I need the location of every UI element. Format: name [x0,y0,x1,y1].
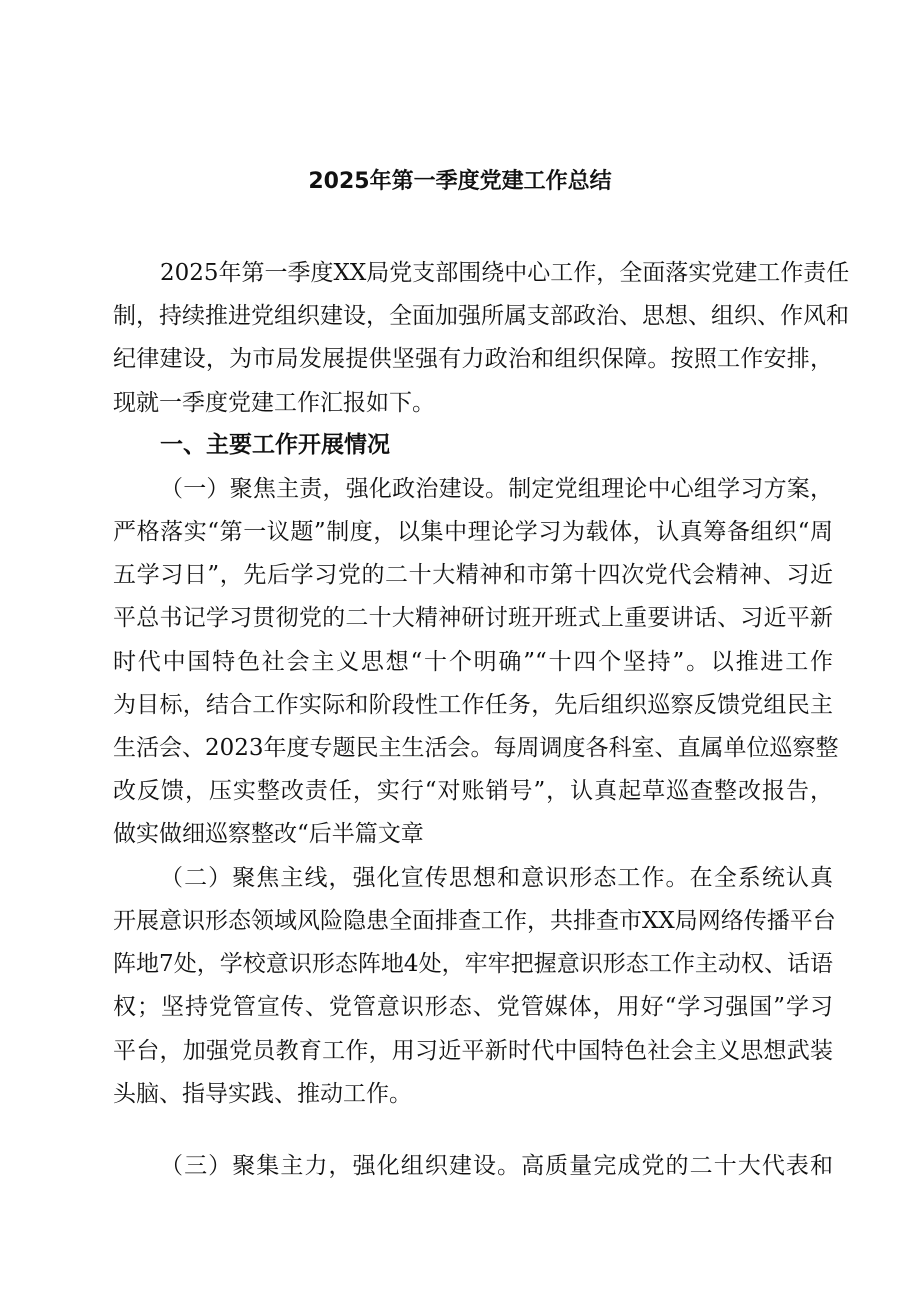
item2-line-4: 权；坚持党管宣传、党管意识形态、党管媒体，用好“学习强国”学习 [113,994,833,1020]
item1-line-4: 平总书记学习贯彻党的二十大精神研讨班开班式上重要讲话、习近平新 [113,605,833,631]
item2-line-1: （二）聚焦主线，强化宣传思想和意识形态工作。在全系统认真 [160,865,833,891]
section-heading: 一、主要工作开展情况 [160,432,390,458]
item1-line-2: 严格落实“第一议题”制度，以集中理论学习为载体，认真筹备组织“周 [113,519,833,545]
intro-line-2: 制，持续推进党组织建设，全面加强所属支部政治、思想、组织、作风和 [113,303,849,329]
item1-line-1: （一）聚焦主责，强化政治建设。制定党组理论中心组学习方案， [160,476,833,502]
item2-line-2: 开展意识形态领域风险隐患全面排查工作，共排查市XX局网络传播平台 [113,908,836,934]
item1-line-8: 改反馈，压实整改责任，实行“对账销号”，认真起草巡查整改报告， [113,778,833,804]
document-title: 2025年第一季度党建工作总结 [308,169,612,194]
intro-line-3: 纪律建设，为市局发展提供坚强有力政治和组织保障。按照工作安排， [113,346,833,372]
intro-line-1: 2025年第一季度XX局党支部围绕中心工作，全面落实党建工作责任 [160,260,850,286]
item2-line-6: 头脑、指导实践、推动工作。 [113,1081,412,1107]
item2-line-5: 平台，加强党员教育工作，用习近平新时代中国特色社会主义思想武装 [113,1038,833,1064]
item2-line-3: 阵地7处，学校意识形态阵地4处，牢牢把握意识形态工作主动权、话语 [113,951,833,977]
item1-line-5: 时代中国特色社会主义思想“十个明确”“十四个坚持”。以推进工作 [113,649,833,675]
item3-line-1: （三）聚集主力，强化组织建设。高质量完成党的二十大代表和 [160,1153,833,1179]
item1-line-3: 五学习日”，先后学习党的二十大精神和市第十四次党代会精神、习近 [113,562,833,588]
item1-line-9: 做实做细巡察整改“后半篇文章 [113,821,424,847]
intro-line-4: 现就一季度党建工作汇报如下。 [113,390,435,416]
item1-line-7: 生活会、2023年度专题民主生活会。每周调度各科室、直属单位巡察整 [113,735,839,761]
item1-line-6: 为目标，结合工作实际和阶段性工作任务，先后组织巡察反馈党组民主 [113,692,833,718]
